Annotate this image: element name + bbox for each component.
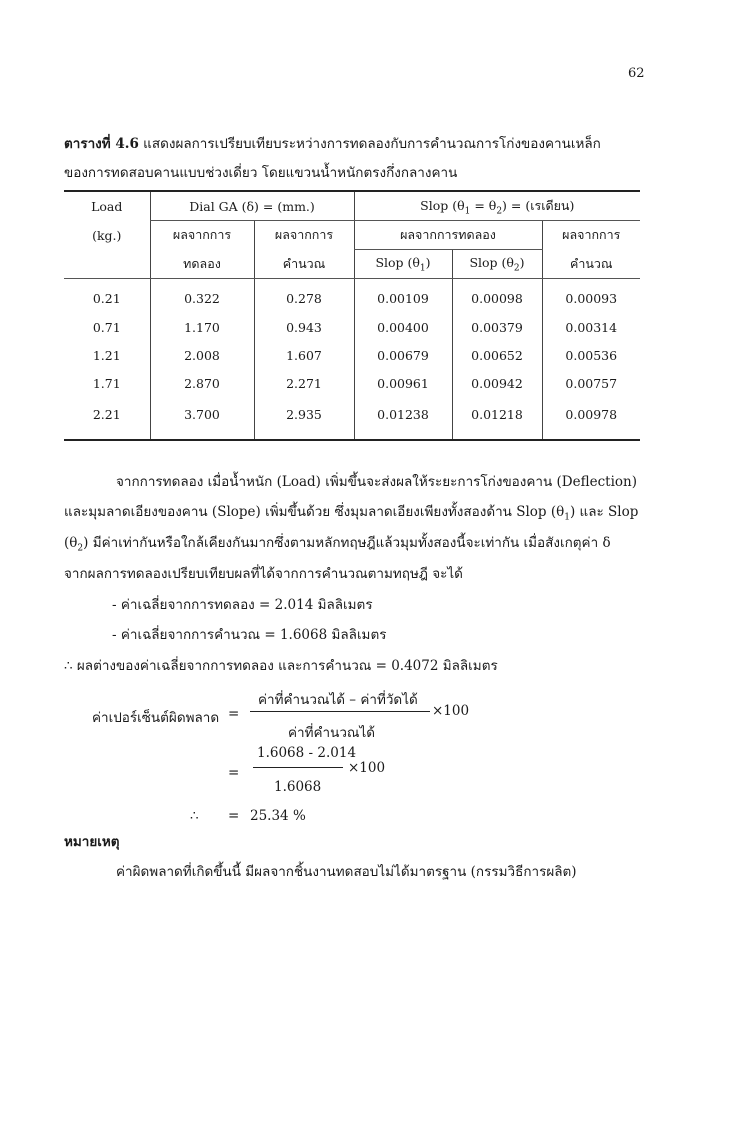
formula-equals-3: = [228, 808, 240, 824]
bullet-calc-average: - ค่าเฉลี่ยจากการคำนวณ = 1.6068 มิลลิเมตร [112, 627, 387, 643]
formula-numerator-2: 1.6068 - 2.014 [257, 745, 357, 761]
table-row [64, 341, 640, 369]
cell-slope-calc: 0.00093 [542, 279, 640, 314]
header-dial-ga: Dial GA (δ) = (mm.) [150, 191, 354, 221]
cell-dial-calc: 1.607 [254, 341, 354, 369]
cell-dial-exp: 3.700 [150, 397, 254, 440]
cell-dial-exp: 0.322 [150, 279, 254, 314]
header-calc-result: ผลจากการ [254, 221, 354, 250]
cell-slope1: 0.00679 [354, 341, 452, 369]
header-slope-theta2: Slop $(\theta_2)$ [452, 250, 542, 279]
table-caption-line1 [64, 138, 601, 152]
page-number: 62 [628, 66, 645, 81]
header-exp: ทดลอง [150, 250, 254, 279]
header-slope: Slop $(\theta_1 = \theta_2)$ = (เรเดียน) [354, 191, 640, 221]
paragraph-line3: $(\theta_2)$ มีค่าเท่ากันหรือใกล้เคียงกันมากซึ่งตามหลักทฤษฎีแล้วมุมทั้งสองนี้จะเท่ากัน เมื่อสังเกตุค่า δ [64, 535, 611, 554]
header-exp-result: ผลจากการ [150, 221, 254, 250]
cell-slope-calc: 0.00978 [542, 397, 640, 440]
formula-denominator-2: 1.6068 [274, 779, 322, 795]
cell-slope1: 0.01238 [354, 397, 452, 440]
paragraph-line2: และมุมลาดเอียงของคาน (Slope) เพิ่มขึ้นด้วย ซึ่งมุมลาดเอียงเพียงทั้งสองด้าน Slop $(\theta_1)$ และ Slop [64, 504, 639, 523]
note-heading: หมายเหตุ [64, 834, 120, 850]
table-row [64, 397, 640, 440]
header-calc-slope-result: ผลจากการ [542, 221, 640, 250]
cell-load: 1.21 [92, 347, 121, 363]
formula-result: 25.34 % [250, 808, 306, 824]
cell-slope1: 0.00400 [354, 313, 452, 341]
cell-dial-calc: 2.935 [254, 397, 354, 440]
formula-denominator-1: ค่าที่คำนวณได้ [288, 725, 376, 741]
header-row-2 [64, 221, 640, 250]
formula-times-100-2: ×100 [348, 760, 386, 776]
header-load: Load [91, 198, 123, 214]
table-caption-label: ตารางที่ 4.6 [64, 136, 139, 152]
cell-slope2: 0.00942 [452, 369, 542, 397]
cell-slope-calc: 0.00757 [542, 369, 640, 397]
bullet-exp-average: - ค่าเฉลี่ยจากการทดลอง = 2.014 มิลลิเมตร [112, 597, 373, 613]
cell-slope1: 0.00961 [354, 369, 452, 397]
cell-slope-calc: 0.00314 [542, 313, 640, 341]
cell-dial-exp: 2.008 [150, 341, 254, 369]
cell-load: 0.21 [92, 290, 121, 306]
cell-dial-calc: 2.271 [254, 369, 354, 397]
cell-load: 1.71 [92, 375, 121, 391]
header-calc: คำนวณ [254, 250, 354, 279]
cell-slope2: 0.00379 [452, 313, 542, 341]
header-slope-theta1: Slop $(\theta_1)$ [354, 250, 452, 279]
cell-slope2: 0.00652 [452, 341, 542, 369]
table-row [64, 369, 640, 397]
header-row-1 [64, 191, 640, 221]
cell-slope-calc: 0.00536 [542, 341, 640, 369]
formula-lhs: ค่าเปอร์เซ็นต์ผิดพลาด [92, 710, 220, 726]
results-table [64, 190, 640, 441]
difference-line: ∴ ผลต่างของค่าเฉลี่ยจากการทดลอง และการคำนวณ = 0.4072 มิลลิเมตร [64, 658, 498, 674]
formula-equals-2: = [228, 765, 240, 781]
cell-slope2: 0.00098 [452, 279, 542, 314]
table-row [64, 279, 640, 314]
formula-therefore: ∴ [190, 808, 199, 824]
fraction-line-2 [253, 767, 343, 768]
paragraph-line4: จากผลการทดลองเปรียบเทียบผลที่ได้จากการคำนวณตามทฤษฎี จะได้ [64, 566, 463, 582]
cell-dial-exp: 2.870 [150, 369, 254, 397]
cell-load: 2.21 [92, 406, 121, 422]
formula-times-100-1: ×100 [432, 703, 470, 719]
cell-dial-calc: 0.943 [254, 313, 354, 341]
formula-numerator-1: ค่าที่คำนวณได้ – ค่าที่วัดได้ [258, 692, 418, 708]
cell-dial-exp: 1.170 [150, 313, 254, 341]
paragraph-line1: จากการทดลอง เมื่อน้ำหนัก (Load) เพิ่มขึ้นจะส่งผลให้ระยะการโก่งของคาน (Deflection) [116, 474, 637, 490]
cell-dial-calc: 0.278 [254, 279, 354, 314]
fraction-line-1 [250, 711, 430, 712]
note-text: ค่าผิดพลาดที่เกิดขึ้นนี้ มีผลจากชิ้นงานทดสอบไม่ได้มาตรฐาน (กรรมวิธีการผลิต) [116, 864, 577, 880]
header-calc-slope: คำนวณ [542, 250, 640, 279]
table-caption-line2: ของการทดสอบคานแบบช่วงเดี่ยว โดยแขวนน้ำหนักตรงกึ่งกลางคาน [64, 165, 458, 181]
formula-equals-1: = [228, 706, 240, 722]
table-caption-text: แสดงผลการเปรียบเทียบระหว่างการทดลองกับการคำนวณการโก่งของคานเหล็ก [138, 136, 601, 152]
table-row [64, 313, 640, 341]
header-exp-group: ผลจากการทดลอง [354, 221, 542, 250]
cell-load: 0.71 [92, 319, 121, 335]
cell-slope2: 0.01218 [452, 397, 542, 440]
cell-slope1: 0.00109 [354, 279, 452, 314]
header-row-3 [64, 250, 640, 279]
header-load-unit: (kg.) [92, 227, 122, 243]
